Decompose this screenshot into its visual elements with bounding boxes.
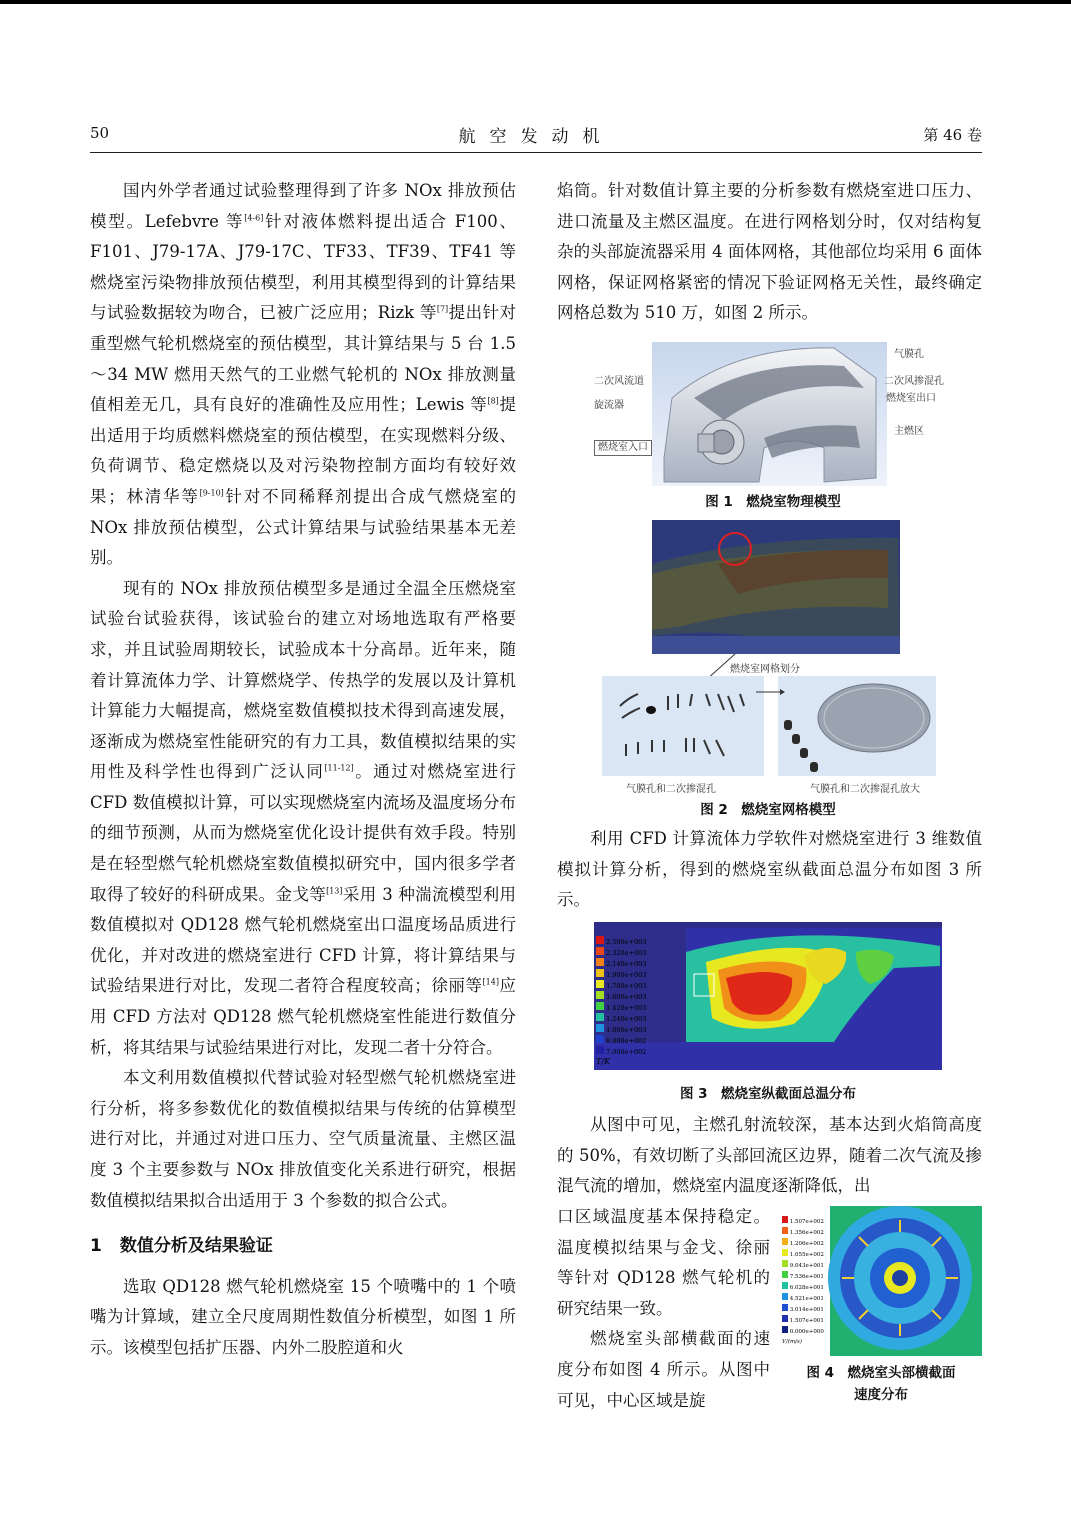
- label-holes: 气膜孔和二次掺混孔: [626, 784, 716, 795]
- paragraph-7: 从图中可见，主燃孔射流较深，基本达到火焰筒高度的 50%，有效切断了头部回流区边界，随着二次气流及掺混气流的增加，燃烧室内温度逐渐降低，出: [557, 1115, 982, 1196]
- volume-label: 第 46 卷: [923, 126, 982, 144]
- label-dilution-hole: 二次风掺混孔: [884, 376, 944, 387]
- paragraph-3: 本文利用数值模拟代替试验对轻型燃气轮机燃烧室进行分析，将多参数优化的数值模拟结果与传统的估算模型进行对比，并通过对进口压力、空气质量流量、主燃区温度 3 个主要参数与 NOx 排放值变化关系进行研究，根据数值模拟结果拟合出适用于 3 个参数的拟合公式。: [90, 1068, 516, 1210]
- figure-1-caption: 图 1 燃烧室物理模型: [705, 494, 841, 510]
- label-primary-zone: 主燃区: [894, 426, 924, 437]
- page-number: 50: [90, 124, 110, 142]
- figure-4-caption: 图 4 燃烧室头部横截面 速度分布: [806, 1365, 956, 1403]
- section-heading: 1 数值分析及结果验证: [90, 1236, 273, 1257]
- label-secondary-channel: 二次风流道: [594, 376, 644, 387]
- temperature-legend: 2.500e+003 2.320e+003 2.140e+003 1.960e+003 1.780e+003 1.600e+003 1.420e+003 1.240e+003 1.060e+003 8.800e+002 7.000e+002 T/K: [596, 938, 647, 1066]
- paragraph-4: 选取 QD128 燃气轮机燃烧室 15 个喷嘴中的 1 个喷嘴为计算域，建立全尺度周期性数值分析模型，如图 1 所示。该模型包括扩压器、内外二股腔道和火: [90, 1276, 516, 1357]
- paragraph-1: 国内外学者通过试验整理得到了许多 NOx 排放预估模型。Lefebvre 等[4-6]针对液体燃料提出适合 F100、F101、J79-17A、J79-17C、TF33、TF39、TF41 等燃烧室污染物排放预估模型，利用其模型得到的计算结果与试验数据较为吻合，已被广泛应用；Rizk 等[7]提出针对重型燃气轮机燃烧室的预估模型，其计算结果与 5 台 1.5～34 MW 燃用天然气的工业燃气轮机的 NOx 排放测量值相差无几，具有良好的准确性及应用性；Lewis 等[8]提出适用于均质燃料燃烧室的预估模型，在实现燃料分级、负荷调节、稳定燃烧以及对污染物控制方面均有较好效果；林清华等[9-10]针对不同稀释剂提出合成气燃烧室的 NOx 排放预估模型，公式计算结果与试验结果基本无差别。: [90, 181, 517, 568]
- paragraph-6: 利用 CFD 计算流体力学软件对燃烧室进行 3 维数值模拟计算分析，得到的燃烧室纵截面总温分布如图 3 所示。: [557, 829, 982, 910]
- figure-4: [780, 1206, 982, 1412]
- combustor-model-image: [594, 338, 952, 486]
- label-swirler: 旋流器: [594, 400, 624, 411]
- running-header: [90, 120, 982, 153]
- figure-2: [598, 518, 938, 818]
- velocity-legend: 1.507e+002 1.356e+002 1.206e+002 1.055e+002 9.043e+001 7.536e+001 6.028e+001 4.521e+001 3.014e+001 1.507e+001 0.000e+000 V/(m/s): [782, 1216, 824, 1347]
- figure-1: [594, 338, 952, 518]
- label-outlet: 燃烧室出口: [886, 393, 936, 404]
- velocity-unit: V/(m/s): [782, 1339, 803, 1345]
- figure-3-caption: 图 3 燃烧室纵截面总温分布: [679, 1086, 857, 1102]
- journal-title: 航空发动机: [458, 127, 614, 147]
- paragraph-9: 燃烧室头部横截面的速度分布如图 4 所示。从图中可见，中心区域是旋: [557, 1329, 770, 1410]
- label-mesh: 燃烧室网格划分: [730, 660, 800, 675]
- label-inlet: 燃烧室入口: [594, 440, 652, 456]
- right-column-top: [557, 176, 982, 329]
- top-rule: [0, 0, 1071, 4]
- right-column-mid: [557, 824, 982, 916]
- temperature-unit: T/K: [596, 1057, 611, 1066]
- label-holes-zoom: 气膜孔和二次掺混孔放大: [810, 784, 920, 795]
- paragraph-2: 现有的 NOx 排放预估模型多是通过全温全压燃烧室试验台试验获得，该试验台的建立对场地选取有严格要求，并且试验周期较长，试验成本十分高昂。近年来，随着计算流体力学、计算燃烧学、传热学的发展以及计算机计算能力大幅提高，燃烧室数值模拟技术得到高速发展，逐渐成为燃烧室性能研究的有力工具，数值模拟结果的实用性及科学性也得到广泛认同[11-12]。通过对燃烧室进行 CFD 数值模拟计算，可以实现燃烧室内流场及温度场分布的细节预测，从而为燃烧室优化设计提供有效手段。特别是在轻型燃气轮机燃烧室数值模拟研究中，国内很多学者取得了较好的科研成果。金戈等[13]采用 3 种湍流模型利用数值模拟对 QD128 燃气轮机燃烧室出口温度场品质进行优化，并对改进的燃烧室进行 CFD 计算，将计算结果与试验结果进行对比，发现二者符合程度较高；徐丽等[14]应用 CFD 方法对 QD128 燃气轮机燃烧室性能进行数值分析，将其结果与试验结果进行对比，发现二者十分符合。: [90, 578, 517, 1057]
- figure-3: [594, 922, 942, 1102]
- figure-2-caption: 图 2 燃烧室网格模型: [700, 802, 836, 818]
- paragraph-8: 口区域温度基本保持稳定。温度模拟结果与金戈、徐丽等针对 QD128 燃气轮机的研究结果一致。: [557, 1207, 770, 1318]
- label-film-hole: 气膜孔: [894, 349, 924, 360]
- paragraph-5: 焰筒。针对数值计算主要的分析参数有燃烧室进口压力、进口流量及主燃区温度。在进行网格划分时，仅对结构复杂的头部旋流器采用 4 面体网格，其他部位均采用 6 面体网格，保证网格紧密的情况下验证网格无关性，最终确定网格总数为 510 万，如图 2 所示。: [557, 181, 982, 323]
- left-column: [90, 176, 516, 1364]
- right-column-lower: [557, 1110, 982, 1202]
- right-column-wrap: [557, 1202, 770, 1416]
